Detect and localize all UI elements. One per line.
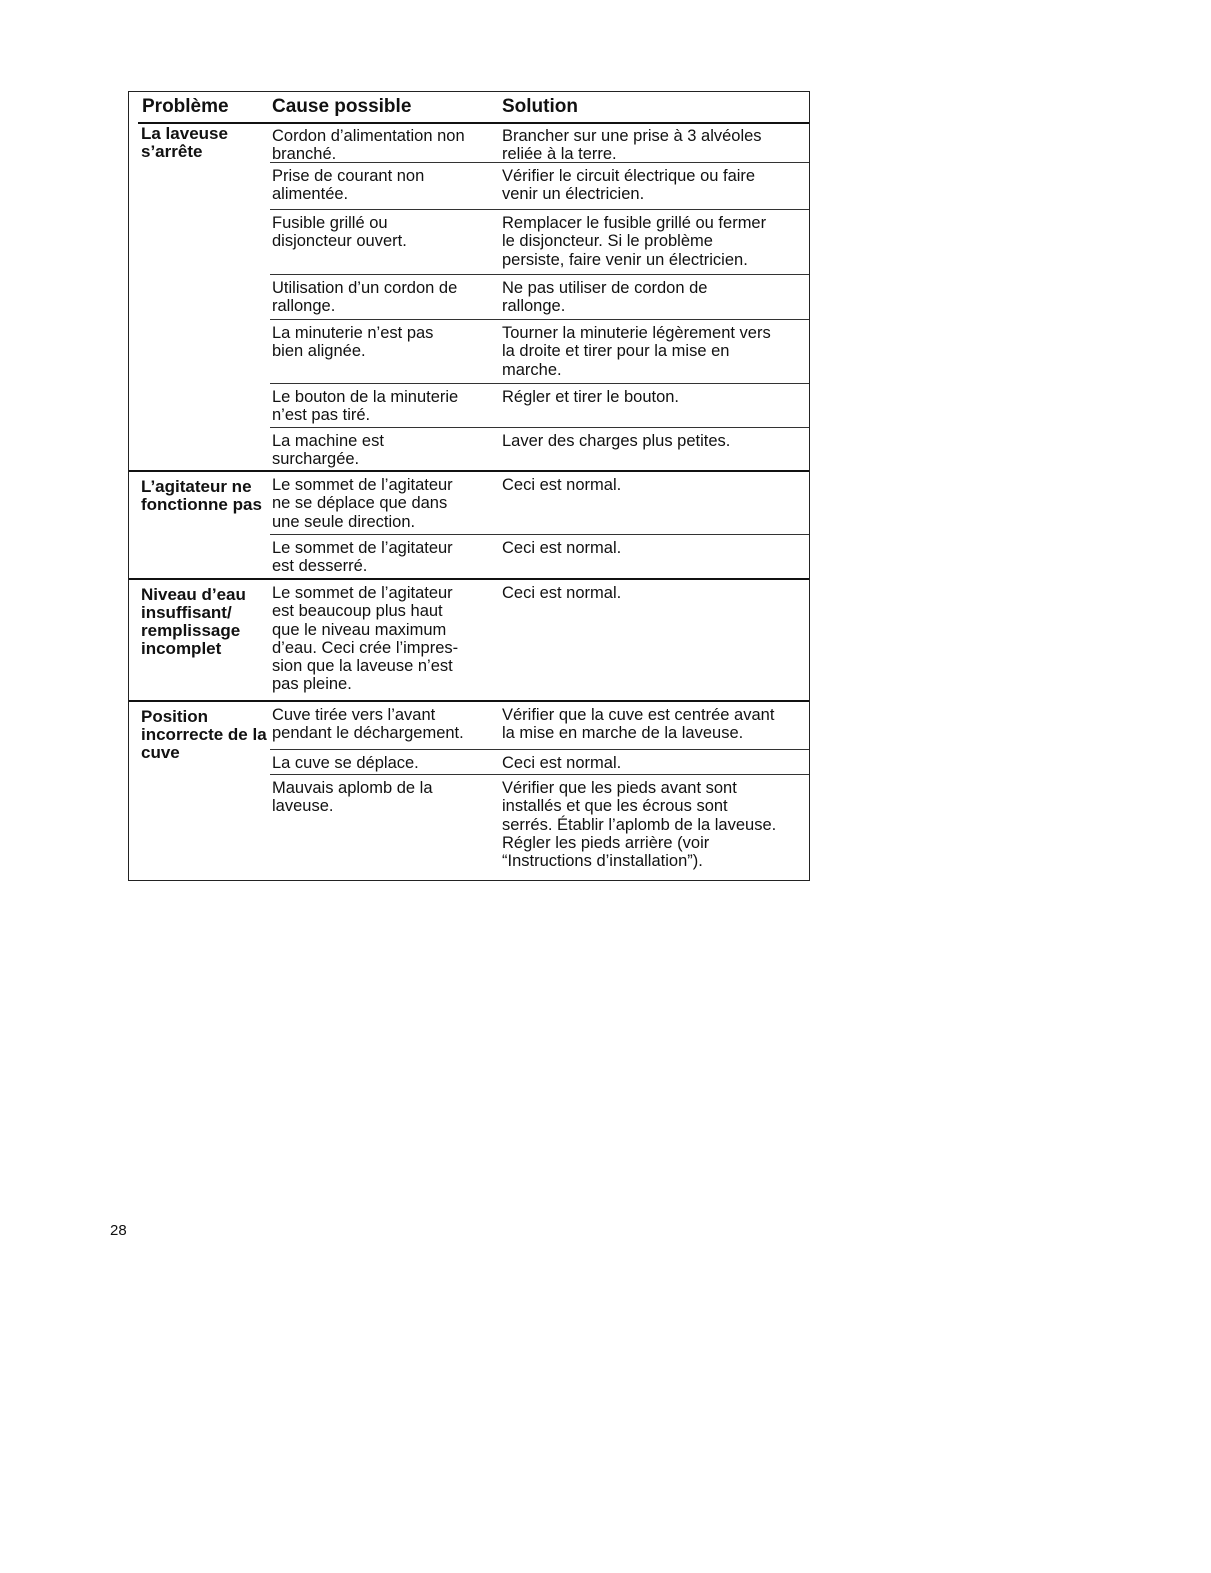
solution-cell: Remplacer le fusible grillé ou fermer le disjoncteur. Si le problème persiste, faire venir un électricien. — [502, 214, 767, 269]
cause-cell: La minuterie n’est pas bien alignée. — [272, 324, 434, 361]
solution-cell: Ne pas utiliser de cordon de rallonge. — [502, 279, 708, 316]
cause-cell: Cordon d’alimentation non branché. — [272, 127, 465, 164]
solution-cell: Tourner la minuterie légèrement vers la droite et tirer pour la mise en marche. — [502, 324, 771, 379]
cause-cell: Le sommet de l’agitateur ne se déplace que dans une seule direction. — [272, 476, 453, 531]
solution-cell: Ceci est normal. — [502, 584, 622, 602]
cause-cell: La cuve se déplace. — [272, 754, 419, 772]
table-row — [270, 123, 809, 164]
troubleshooting-table — [128, 91, 810, 881]
table-row — [270, 472, 809, 534]
solution-cell: Régler et tirer le bouton. — [502, 388, 680, 406]
page-number: 28 — [110, 1222, 127, 1239]
problem-label: L’agitateur ne fonctionne pas — [141, 477, 262, 514]
table-row — [270, 209, 809, 274]
problem-label: Niveau d’eau insuffisant/ remplissage incomplet — [141, 585, 246, 658]
table-row — [270, 427, 809, 471]
cause-cell: Le sommet de l’agitateur est desserré. — [272, 539, 453, 576]
solution-cell: Ceci est normal. — [502, 754, 622, 772]
problem-group — [129, 578, 809, 702]
solution-cell: Ceci est normal. — [502, 539, 622, 557]
problem-label: Position incorrecte de la cuve — [141, 707, 267, 762]
table-row — [270, 534, 809, 579]
cause-cell: Le bouton de la minuterie n’est pas tiré. — [272, 388, 459, 425]
solution-cell: Brancher sur une prise à 3 alvéoles reliée à la terre. — [502, 127, 762, 164]
cause-cell: Prise de courant non alimentée. — [272, 167, 425, 204]
solution-cell: Vérifier que la cuve est centrée avant la mise en marche de la laveuse. — [502, 706, 775, 743]
header-cause: Cause possible — [272, 96, 412, 117]
table-row — [270, 749, 809, 775]
problem-group — [129, 470, 809, 580]
table-row — [270, 580, 809, 700]
table-row — [270, 383, 809, 427]
solution-cell: Vérifier que les pieds avant sont installés et que les écrous sont serrés. Établir l’aplomb de la laveuse. Régler les pieds arrière (voir “Instructions d’installation”). — [502, 779, 777, 871]
header-problem: Problème — [142, 96, 229, 117]
table-row — [270, 774, 809, 881]
solution-cell: Laver des charges plus petites. — [502, 432, 731, 450]
solution-cell: Ceci est normal. — [502, 476, 622, 494]
cause-cell: Le sommet de l’agitateur est beaucoup plus haut que le niveau maximum d’eau. Ceci crée l’impres- sion que la laveuse n’est pas pleine. — [272, 584, 459, 694]
problem-group — [129, 700, 809, 882]
cause-cell: Mauvais aplomb de la laveuse. — [272, 779, 433, 816]
problem-label: La laveuse s’arrête — [141, 124, 228, 161]
table-row — [270, 162, 809, 209]
cause-cell: Fusible grillé ou disjoncteur ouvert. — [272, 214, 407, 251]
problem-group — [129, 123, 809, 470]
cause-cell: Utilisation d’un cordon de rallonge. — [272, 279, 458, 316]
header-solution: Solution — [502, 96, 578, 117]
cause-cell: Cuve tirée vers l’avant pendant le déchargement. — [272, 706, 464, 743]
cause-cell: La machine est surchargée. — [272, 432, 384, 469]
table-row — [270, 274, 809, 319]
solution-cell: Vérifier le circuit électrique ou faire venir un électricien. — [502, 167, 756, 204]
table-row — [270, 319, 809, 383]
table-row — [270, 702, 809, 748]
